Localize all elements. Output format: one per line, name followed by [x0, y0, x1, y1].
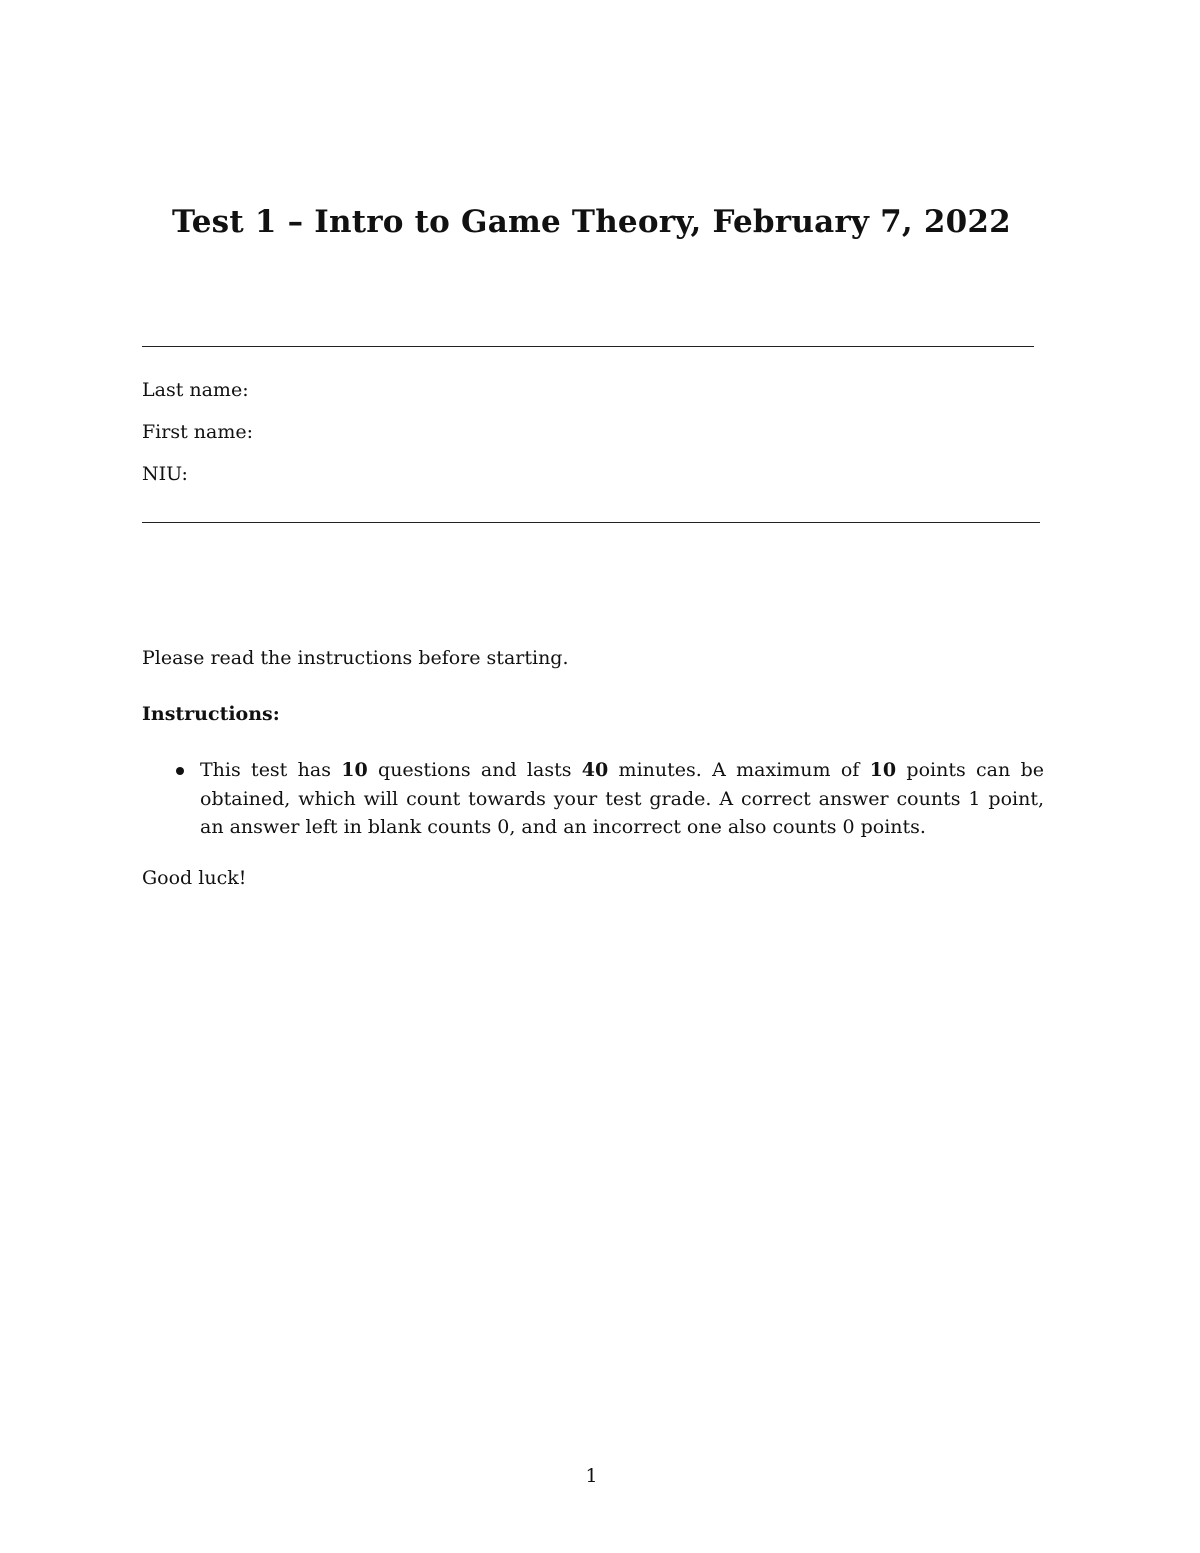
instructions-list: [142, 756, 1044, 842]
bullet-text-part2: questions and lasts: [367, 759, 582, 781]
page-number: 1: [585, 1465, 598, 1487]
minutes-count: 40: [581, 759, 609, 781]
bottom-divider: [142, 522, 1040, 523]
bullet-text-part3: minutes. A maximum of: [608, 759, 870, 781]
last-name-label: Last name:: [142, 379, 249, 401]
instructions-list-item: [142, 756, 1044, 842]
please-read-text: Please read the instructions before starting.: [142, 647, 569, 669]
bullet-text-part1: This test has: [200, 759, 342, 781]
niu-label: NIU:: [142, 463, 188, 485]
questions-count: 10: [341, 759, 368, 781]
page-title: Test 1 – Intro to Game Theory, February 7, 2022: [172, 204, 1011, 240]
good-luck-text: Good luck!: [142, 867, 247, 889]
top-divider: [142, 346, 1034, 347]
bullet-icon: [176, 767, 184, 775]
first-name-label: First name:: [142, 421, 253, 443]
max-points: 10: [869, 759, 897, 781]
bullet-text-part4: points can be obtained, which will count towards your test grade. A correct answer counts 1 point, an answer left in blank counts 0, and an incorrect one also counts 0 points.: [200, 759, 1044, 838]
instructions-heading: Instructions:: [142, 703, 280, 725]
